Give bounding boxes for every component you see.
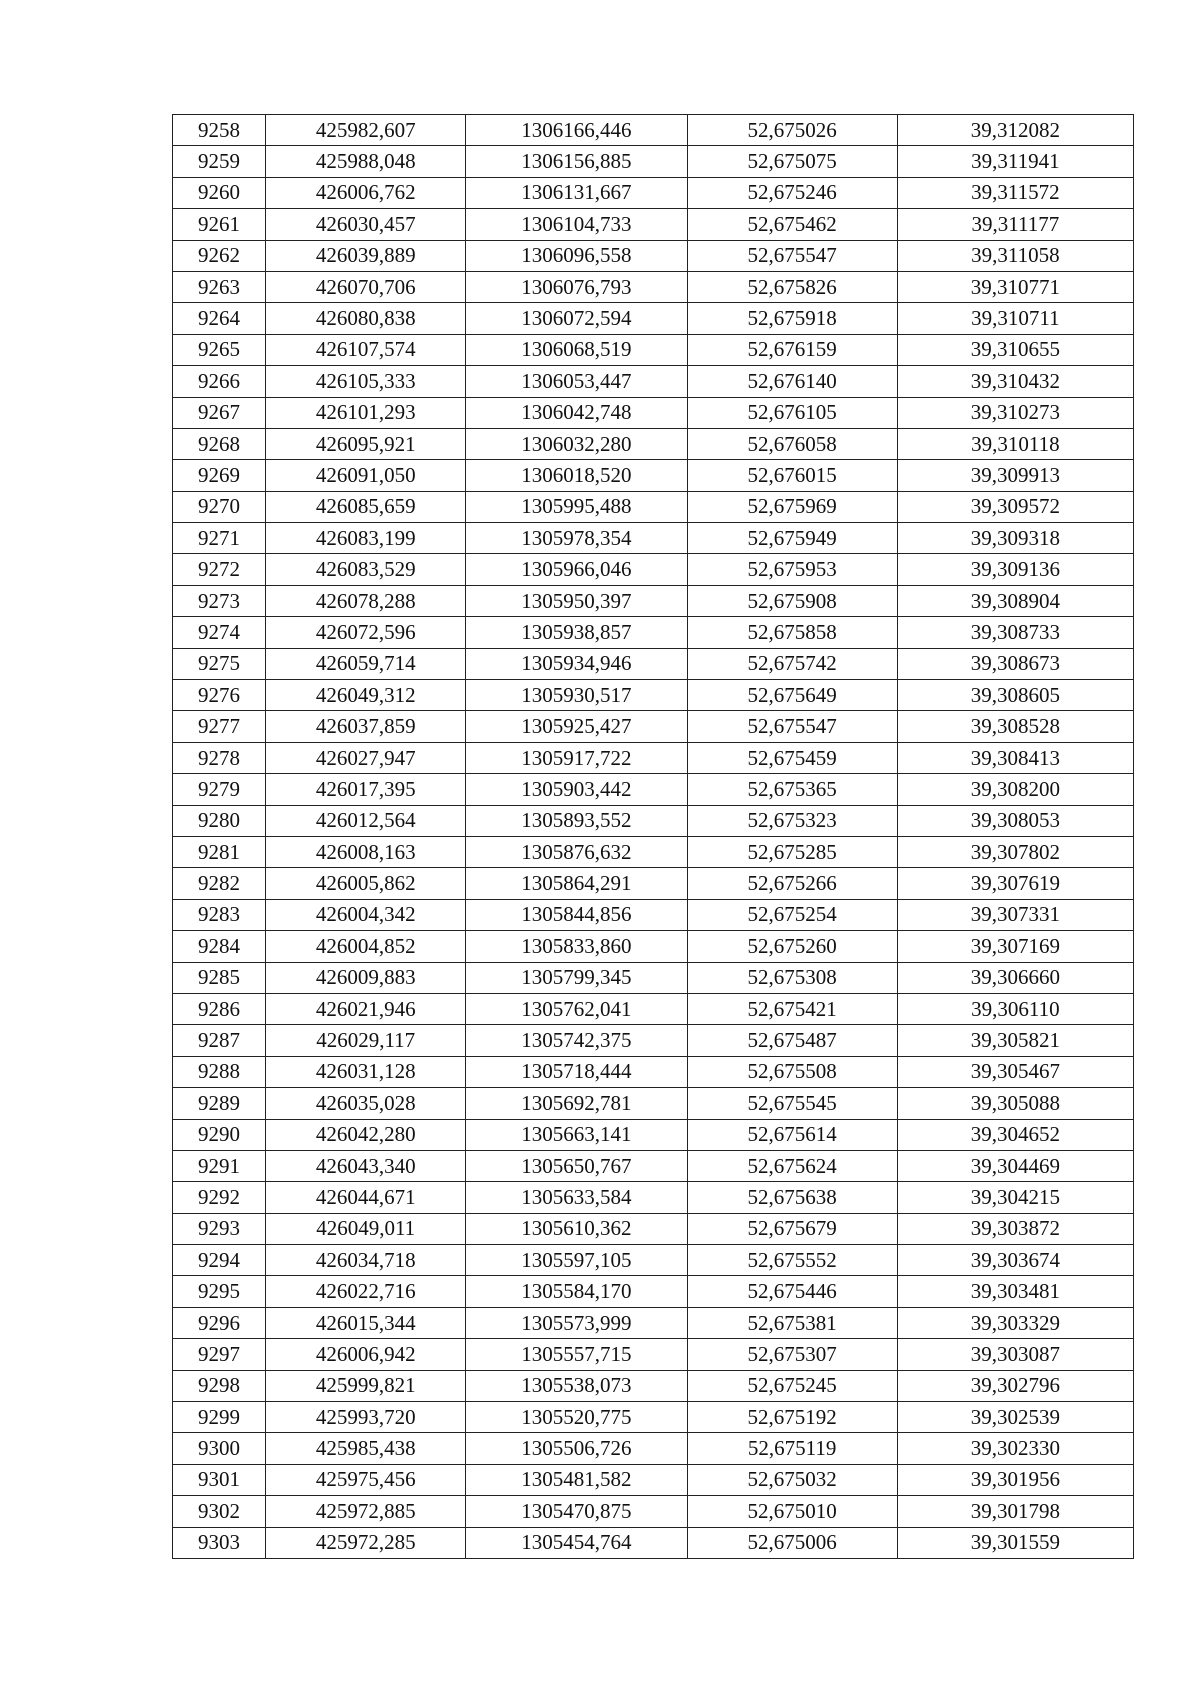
table-cell: 39,311177 (897, 209, 1133, 240)
table-row (173, 366, 1134, 397)
table-row (173, 1307, 1134, 1338)
table-cell: 426083,529 (266, 554, 466, 585)
table-row (173, 1150, 1134, 1181)
table-cell: 1305718,444 (466, 1056, 687, 1087)
table-cell: 52,675307 (687, 1339, 897, 1370)
table-cell: 39,304652 (897, 1119, 1133, 1150)
table-row (173, 334, 1134, 365)
table-row (173, 993, 1134, 1024)
table-row (173, 491, 1134, 522)
table-row (173, 460, 1134, 491)
table-row (173, 774, 1134, 805)
table-cell: 39,305821 (897, 1025, 1133, 1056)
table-cell: 39,308904 (897, 585, 1133, 616)
table-cell: 39,309572 (897, 491, 1133, 522)
table-cell: 39,309913 (897, 460, 1133, 491)
table-cell: 1306072,594 (466, 303, 687, 334)
table-row (173, 554, 1134, 585)
table-cell: 426070,706 (266, 271, 466, 302)
table-cell: 9299 (173, 1402, 266, 1433)
table-cell: 52,675323 (687, 805, 897, 836)
table-cell: 1305917,722 (466, 742, 687, 773)
table-cell: 1305573,999 (466, 1307, 687, 1338)
table-cell: 1305950,397 (466, 585, 687, 616)
table-cell: 9258 (173, 115, 266, 146)
table-cell: 1305454,764 (466, 1527, 687, 1558)
table-cell: 425988,048 (266, 146, 466, 177)
table-cell: 52,675308 (687, 962, 897, 993)
table-cell: 39,307169 (897, 931, 1133, 962)
table-cell: 1306104,733 (466, 209, 687, 240)
table-cell: 425972,885 (266, 1496, 466, 1527)
table-cell: 426083,199 (266, 523, 466, 554)
table-cell: 9279 (173, 774, 266, 805)
table-cell: 52,675266 (687, 868, 897, 899)
table-cell: 52,675462 (687, 209, 897, 240)
table-row (173, 1245, 1134, 1276)
table-cell: 426085,659 (266, 491, 466, 522)
table-cell: 1306042,748 (466, 397, 687, 428)
table-cell: 1305876,632 (466, 836, 687, 867)
table-row (173, 1464, 1134, 1495)
table-cell: 39,304215 (897, 1182, 1133, 1213)
table-row (173, 1025, 1134, 1056)
table-cell: 52,675858 (687, 617, 897, 648)
table-cell: 1305799,345 (466, 962, 687, 993)
table-cell: 9273 (173, 585, 266, 616)
table-cell: 1305938,857 (466, 617, 687, 648)
table-cell: 1305833,860 (466, 931, 687, 962)
table-cell: 9295 (173, 1276, 266, 1307)
table-row (173, 240, 1134, 271)
table-cell: 426004,852 (266, 931, 466, 962)
table-cell: 52,675245 (687, 1370, 897, 1401)
table-cell: 425972,285 (266, 1527, 466, 1558)
table-cell: 39,306660 (897, 962, 1133, 993)
table-cell: 9276 (173, 680, 266, 711)
table-cell: 1305538,073 (466, 1370, 687, 1401)
table-cell: 39,311058 (897, 240, 1133, 271)
table-cell: 1305557,715 (466, 1339, 687, 1370)
table-cell: 1306131,667 (466, 177, 687, 208)
table-cell: 39,310118 (897, 428, 1133, 459)
table-row (173, 146, 1134, 177)
table-cell: 39,308673 (897, 648, 1133, 679)
table-cell: 52,675908 (687, 585, 897, 616)
table-cell: 1305584,170 (466, 1276, 687, 1307)
table-cell: 39,302539 (897, 1402, 1133, 1433)
table-cell: 52,675638 (687, 1182, 897, 1213)
table-cell: 425993,720 (266, 1402, 466, 1433)
table-cell: 9298 (173, 1370, 266, 1401)
table-cell: 52,675953 (687, 554, 897, 585)
table-cell: 426101,293 (266, 397, 466, 428)
table-cell: 1306018,520 (466, 460, 687, 491)
table-cell: 1306166,446 (466, 115, 687, 146)
table-cell: 52,675545 (687, 1088, 897, 1119)
table-row (173, 177, 1134, 208)
table-cell: 426015,344 (266, 1307, 466, 1338)
table-cell: 1305692,781 (466, 1088, 687, 1119)
table-cell: 52,675192 (687, 1402, 897, 1433)
table-cell: 426107,574 (266, 334, 466, 365)
table-cell: 1305995,488 (466, 491, 687, 522)
table-cell: 1305893,552 (466, 805, 687, 836)
table-cell: 39,303481 (897, 1276, 1133, 1307)
table-cell: 9274 (173, 617, 266, 648)
table-row (173, 805, 1134, 836)
table-cell: 1306032,280 (466, 428, 687, 459)
table-cell: 426043,340 (266, 1150, 466, 1181)
table-row (173, 1088, 1134, 1119)
table-cell: 9263 (173, 271, 266, 302)
table-cell: 426044,671 (266, 1182, 466, 1213)
table-cell: 39,303087 (897, 1339, 1133, 1370)
table-cell: 9286 (173, 993, 266, 1024)
table-cell: 52,675075 (687, 146, 897, 177)
table-cell: 52,675446 (687, 1276, 897, 1307)
table-row (173, 1496, 1134, 1527)
table-cell: 39,308200 (897, 774, 1133, 805)
table-row (173, 711, 1134, 742)
table-cell: 9271 (173, 523, 266, 554)
table-row (173, 836, 1134, 867)
table-cell: 9275 (173, 648, 266, 679)
table-cell: 52,675381 (687, 1307, 897, 1338)
table-cell: 39,301559 (897, 1527, 1133, 1558)
table-cell: 9300 (173, 1433, 266, 1464)
table-cell: 52,675246 (687, 177, 897, 208)
table-cell: 39,307331 (897, 899, 1133, 930)
table-cell: 52,675552 (687, 1245, 897, 1276)
table-cell: 52,675547 (687, 711, 897, 742)
table-cell: 9301 (173, 1464, 266, 1495)
table-row (173, 115, 1134, 146)
table-cell: 9292 (173, 1182, 266, 1213)
table-cell: 39,301956 (897, 1464, 1133, 1495)
table-cell: 1306156,885 (466, 146, 687, 177)
table-cell: 425982,607 (266, 115, 466, 146)
table-cell: 1305663,141 (466, 1119, 687, 1150)
table-cell: 52,675365 (687, 774, 897, 805)
table-cell: 426072,596 (266, 617, 466, 648)
table-cell: 52,675421 (687, 993, 897, 1024)
table-cell: 52,675918 (687, 303, 897, 334)
table-cell: 9266 (173, 366, 266, 397)
table-cell: 52,675547 (687, 240, 897, 271)
table-cell: 1305844,856 (466, 899, 687, 930)
table-cell: 1305978,354 (466, 523, 687, 554)
table-cell: 52,675508 (687, 1056, 897, 1087)
table-cell: 426037,859 (266, 711, 466, 742)
table-cell: 9294 (173, 1245, 266, 1276)
table-cell: 1305633,584 (466, 1182, 687, 1213)
table-row (173, 303, 1134, 334)
table-cell: 9265 (173, 334, 266, 365)
table-row (173, 523, 1134, 554)
table-cell: 1306053,447 (466, 366, 687, 397)
table-cell: 426006,762 (266, 177, 466, 208)
table-cell: 9269 (173, 460, 266, 491)
table-cell: 1305934,946 (466, 648, 687, 679)
coordinates-table (172, 114, 1134, 1559)
table-cell: 39,310273 (897, 397, 1133, 428)
table-cell: 426030,457 (266, 209, 466, 240)
table-cell: 1305520,775 (466, 1402, 687, 1433)
table-cell: 52,675826 (687, 271, 897, 302)
table-cell: 1305610,362 (466, 1213, 687, 1244)
table-cell: 39,303674 (897, 1245, 1133, 1276)
table-cell: 426006,942 (266, 1339, 466, 1370)
table-cell: 9285 (173, 962, 266, 993)
table-cell: 1305597,105 (466, 1245, 687, 1276)
table-cell: 39,310711 (897, 303, 1133, 334)
table-cell: 425985,438 (266, 1433, 466, 1464)
table-cell: 1306076,793 (466, 271, 687, 302)
table-row (173, 1119, 1134, 1150)
table-row (173, 1056, 1134, 1087)
table-cell: 39,302330 (897, 1433, 1133, 1464)
table-cell: 9270 (173, 491, 266, 522)
table-cell: 39,311572 (897, 177, 1133, 208)
table-cell: 9290 (173, 1119, 266, 1150)
table-row (173, 585, 1134, 616)
table-cell: 9278 (173, 742, 266, 773)
table-cell: 426009,883 (266, 962, 466, 993)
table-cell: 426049,011 (266, 1213, 466, 1244)
table-cell: 39,307619 (897, 868, 1133, 899)
table-cell: 1305925,427 (466, 711, 687, 742)
table-cell: 9289 (173, 1088, 266, 1119)
table-cell: 9282 (173, 868, 266, 899)
table-row (173, 1213, 1134, 1244)
table-cell: 39,308528 (897, 711, 1133, 742)
table-row (173, 962, 1134, 993)
table-cell: 39,311941 (897, 146, 1133, 177)
table-cell: 9288 (173, 1056, 266, 1087)
table-cell: 52,675649 (687, 680, 897, 711)
table-cell: 9259 (173, 146, 266, 177)
table-cell: 52,676015 (687, 460, 897, 491)
table-cell: 426095,921 (266, 428, 466, 459)
table-cell: 52,675487 (687, 1025, 897, 1056)
table-cell: 52,675949 (687, 523, 897, 554)
table-cell: 39,310771 (897, 271, 1133, 302)
table-cell: 426049,312 (266, 680, 466, 711)
table-row (173, 1402, 1134, 1433)
table-cell: 1305481,582 (466, 1464, 687, 1495)
table-cell: 9281 (173, 836, 266, 867)
table-cell: 426004,342 (266, 899, 466, 930)
table-cell: 39,301798 (897, 1496, 1133, 1527)
table-row (173, 428, 1134, 459)
table-cell: 52,675742 (687, 648, 897, 679)
table-cell: 52,675624 (687, 1150, 897, 1181)
table-cell: 426034,718 (266, 1245, 466, 1276)
table-row (173, 680, 1134, 711)
table-cell: 9280 (173, 805, 266, 836)
table-cell: 426091,050 (266, 460, 466, 491)
table-cell: 39,303872 (897, 1213, 1133, 1244)
table-cell: 39,308053 (897, 805, 1133, 836)
table-cell: 1305650,767 (466, 1150, 687, 1181)
table-cell: 9262 (173, 240, 266, 271)
table-cell: 39,310432 (897, 366, 1133, 397)
table-cell: 52,675006 (687, 1527, 897, 1558)
table-cell: 1305903,442 (466, 774, 687, 805)
table-cell: 426005,862 (266, 868, 466, 899)
table-cell: 9268 (173, 428, 266, 459)
table-cell: 52,675119 (687, 1433, 897, 1464)
table-cell: 52,675254 (687, 899, 897, 930)
table-cell: 9277 (173, 711, 266, 742)
table-cell: 39,308605 (897, 680, 1133, 711)
table-cell: 52,676105 (687, 397, 897, 428)
table-cell: 1305864,291 (466, 868, 687, 899)
table-cell: 39,303329 (897, 1307, 1133, 1338)
table-row (173, 1276, 1134, 1307)
table-cell: 9283 (173, 899, 266, 930)
table-cell: 52,675032 (687, 1464, 897, 1495)
table-cell: 39,304469 (897, 1150, 1133, 1181)
table-row (173, 899, 1134, 930)
table-cell: 52,675010 (687, 1496, 897, 1527)
table-cell: 9264 (173, 303, 266, 334)
table-cell: 1305930,517 (466, 680, 687, 711)
table-row (173, 1370, 1134, 1401)
table-cell: 426021,946 (266, 993, 466, 1024)
table-row (173, 1339, 1134, 1370)
coordinates-table-body (173, 115, 1134, 1559)
table-row (173, 617, 1134, 648)
table-cell: 39,310655 (897, 334, 1133, 365)
table-cell: 39,302796 (897, 1370, 1133, 1401)
table-cell: 39,308733 (897, 617, 1133, 648)
table-cell: 9261 (173, 209, 266, 240)
table-cell: 9284 (173, 931, 266, 962)
table-cell: 426042,280 (266, 1119, 466, 1150)
table-cell: 52,675969 (687, 491, 897, 522)
table-cell: 9260 (173, 177, 266, 208)
table-cell: 9297 (173, 1339, 266, 1370)
table-cell: 426022,716 (266, 1276, 466, 1307)
table-cell: 425999,821 (266, 1370, 466, 1401)
table-cell: 426039,889 (266, 240, 466, 271)
table-cell: 1306096,558 (466, 240, 687, 271)
table-cell: 1305506,726 (466, 1433, 687, 1464)
table-row (173, 397, 1134, 428)
table-cell: 425975,456 (266, 1464, 466, 1495)
table-cell: 52,675679 (687, 1213, 897, 1244)
table-cell: 9272 (173, 554, 266, 585)
table-row (173, 1433, 1134, 1464)
table-cell: 52,676159 (687, 334, 897, 365)
table-row (173, 742, 1134, 773)
table-cell: 426012,564 (266, 805, 466, 836)
table-cell: 39,309318 (897, 523, 1133, 554)
table-cell: 426017,395 (266, 774, 466, 805)
table-cell: 9293 (173, 1213, 266, 1244)
table-cell: 52,675260 (687, 931, 897, 962)
table-cell: 9267 (173, 397, 266, 428)
table-row (173, 209, 1134, 240)
table-cell: 9287 (173, 1025, 266, 1056)
table-row (173, 271, 1134, 302)
table-cell: 9291 (173, 1150, 266, 1181)
table-cell: 52,675614 (687, 1119, 897, 1150)
table-row (173, 931, 1134, 962)
table-cell: 52,675026 (687, 115, 897, 146)
table-row (173, 648, 1134, 679)
table-cell: 426078,288 (266, 585, 466, 616)
table-cell: 426059,714 (266, 648, 466, 679)
table-cell: 9302 (173, 1496, 266, 1527)
table-cell: 1306068,519 (466, 334, 687, 365)
table-cell: 1305470,875 (466, 1496, 687, 1527)
table-cell: 426105,333 (266, 366, 466, 397)
table-cell: 1305762,041 (466, 993, 687, 1024)
table-cell: 426031,128 (266, 1056, 466, 1087)
table-cell: 52,675459 (687, 742, 897, 773)
table-cell: 52,676058 (687, 428, 897, 459)
table-cell: 426029,117 (266, 1025, 466, 1056)
table-cell: 1305966,046 (466, 554, 687, 585)
table-cell: 39,312082 (897, 115, 1133, 146)
table-cell: 52,676140 (687, 366, 897, 397)
table-cell: 39,308413 (897, 742, 1133, 773)
table-cell: 1305742,375 (466, 1025, 687, 1056)
table-cell: 426035,028 (266, 1088, 466, 1119)
table-cell: 39,305088 (897, 1088, 1133, 1119)
table-row (173, 1182, 1134, 1213)
table-cell: 39,309136 (897, 554, 1133, 585)
table-cell: 9303 (173, 1527, 266, 1558)
table-row (173, 868, 1134, 899)
table-cell: 52,675285 (687, 836, 897, 867)
table-cell: 9296 (173, 1307, 266, 1338)
table-row (173, 1527, 1134, 1558)
table-cell: 39,307802 (897, 836, 1133, 867)
table-cell: 39,306110 (897, 993, 1133, 1024)
table-cell: 39,305467 (897, 1056, 1133, 1087)
table-cell: 426080,838 (266, 303, 466, 334)
table-cell: 426027,947 (266, 742, 466, 773)
table-cell: 426008,163 (266, 836, 466, 867)
